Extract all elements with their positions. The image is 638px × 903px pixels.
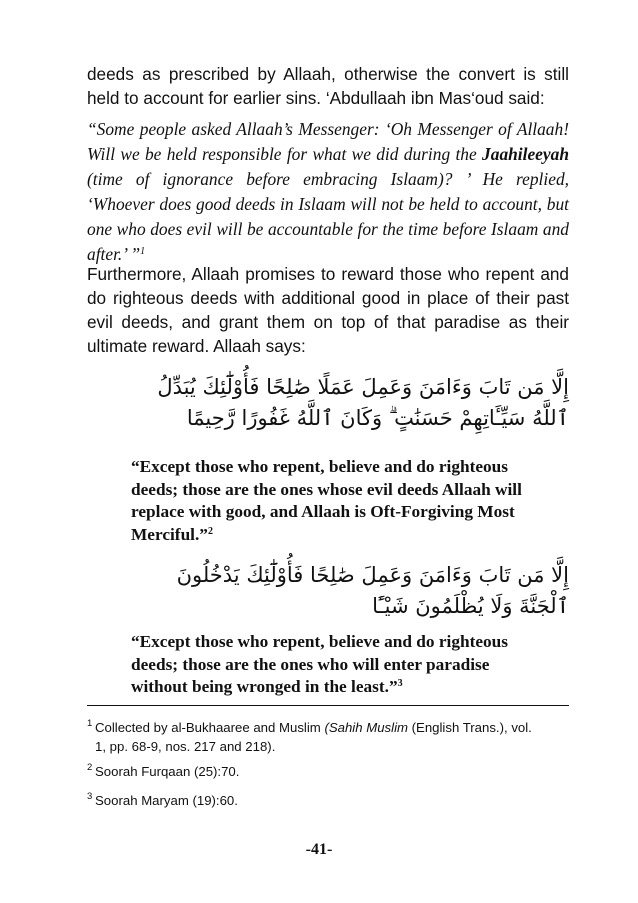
verse2-arabic: إِلَّا مَن تَابَ وَءَامَنَ وَعَمِلَ صَٰلِحًا فَأُوْلَٰٓئِكَ يَدْخُلُونَ ٱلْجَنَّةَ وَلَا يُظْلَمُونَ شَيْـًٔا	[176, 563, 569, 618]
quote-text-part2: (time of ignorance before embracing Islaam)? ’ He replied, ‘Whoever does good deeds in Islaam will not be held to account, but one who does evil will be accountable for the time before Islaam and after.’ ”	[87, 169, 569, 264]
verse1-translation: “Except those who repent, believe and do righteous deeds; those are the ones whose evil deeds Allaah will replace with good, and Allaah is Oft-Forgiving Most Merciful.”$^2$	[131, 457, 522, 544]
hadith-quote	[87, 117, 569, 267]
footnote-1: 1 Collected by al-Bukhaaree and Muslim (Sahih Muslim (English Trans.), vol. 1, pp. 68-9, nos. 217 and 218).	[87, 718, 569, 756]
footnote-divider	[87, 705, 569, 706]
verse2-translation: “Except those who repent, believe and do righteous deeds; those are the ones who will enter paradise without being wronged in the least.”$^3$	[131, 632, 508, 696]
footnote-ref-1: 1	[140, 246, 146, 257]
footnote-source-title: (Sahih Muslim	[324, 720, 408, 735]
quote-text-part1: “Some people asked Allaah’s Messenger: ‘Oh Messenger of Allaah! Will we be held responsible for what we did during the	[87, 119, 569, 164]
footnote-3: 3 Soorah Maryam (19):60.	[87, 791, 569, 810]
footnote-ref-3: 3	[397, 678, 403, 689]
footnote-number: 3	[87, 791, 93, 802]
page-number: -41-	[305, 841, 333, 858]
footnote-number: 2	[87, 762, 93, 773]
footnote-ref-2: 2	[207, 525, 213, 537]
footnote-number: 1	[87, 718, 93, 729]
promise-paragraph: Furthermore, Allaah promises to reward those who repent and do righteous deeds with additional good in place of their past evil deeds, and grant them on top of that paradise as their ultimate reward. Allaah says:	[87, 264, 569, 356]
footnote-2: 2 Soorah Furqaan (25):70.	[87, 762, 569, 781]
intro-paragraph: deeds as prescribed by Allaah, otherwise the convert is still held to account for earlier sins. ‘Abdullaah ibn Mas‘oud said:	[87, 64, 569, 108]
jaahileeyah-term: Jaahileeyah	[482, 144, 569, 164]
verse1-arabic: إِلَّا مَن تَابَ وَءَامَنَ وَعَمِلَ عَمَلًا صَٰلِحًا فَأُوْلَٰٓئِكَ يُبَدِّلُ ٱللَّهُ سَيِّـَٔاتِهِمْ حَسَنَٰتٍ ۗ وَكَانَ ٱللَّهُ غَفُورًا رَّحِيمًا	[157, 375, 569, 430]
